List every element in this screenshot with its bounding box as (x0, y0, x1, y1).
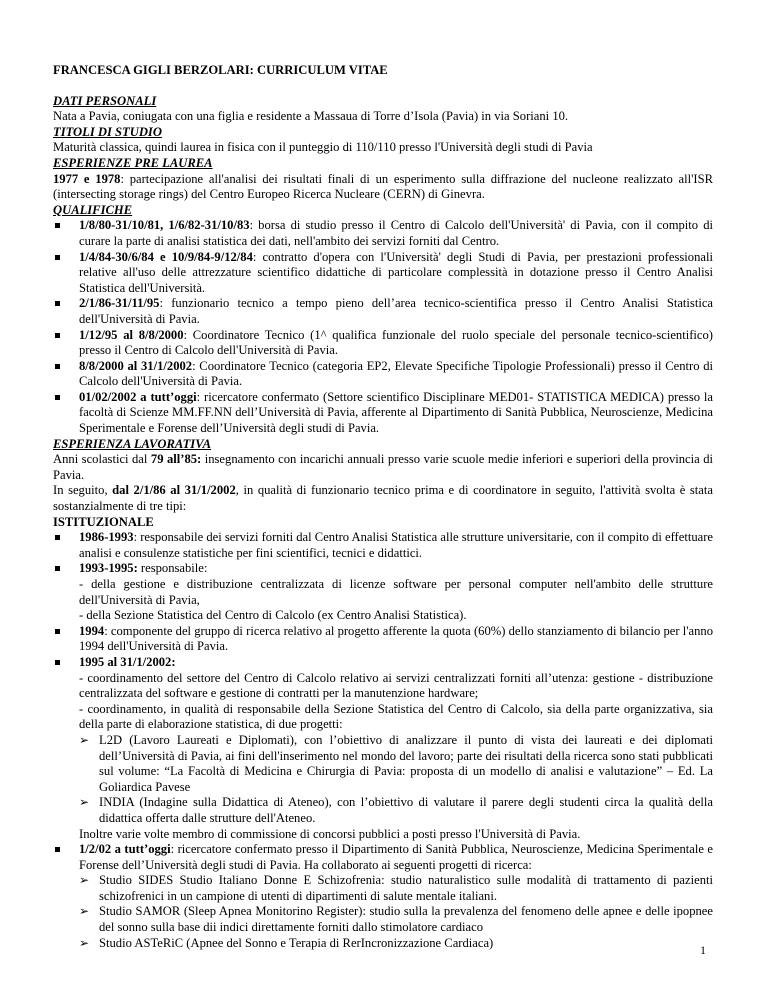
item-date: 8/8/2000 al 31/1/2002 (79, 358, 193, 373)
istituzionale-list (53, 530, 713, 951)
list-item (53, 296, 713, 327)
list-item (53, 530, 713, 561)
heading-dati-personali: DATI PERSONALI (53, 93, 157, 108)
dati-personali-text: Nata a Pavia, coniugata con una figlia e residente a Massaua di Torre d’Isola (Pavia) in via Soriani 10. (53, 109, 569, 124)
item-date: 1/2/02 a tutt’oggi (79, 842, 171, 857)
list-item (53, 561, 713, 623)
project-list (79, 733, 713, 827)
pre-laurea-paragraph (53, 172, 713, 203)
item-date: 1995 al 31/1/2002: (79, 654, 176, 669)
pre-laurea-date: 1977 e 1978 (53, 171, 121, 186)
esperienza-paragraph-1 (53, 452, 713, 483)
item-line: Inoltre varie volte membro di commissione di concorsi pubblici a posti presso l'Università di Pavia. (79, 826, 581, 841)
pre-laurea-text: : partecipazione all'analisi dei risultati finali di un esperimento sulla diffrazione del nucleone realizzato all'ISR (intersecting storage rings) del Centro Europeo Ricerca Nucleare (CERN) di Ginevra. (53, 171, 713, 202)
item-text: : contratto d'opera con l'Università' degli Studi di Pavia, per prestazioni professionali relative all'uso delle attrezzature scientifico didattiche di particolare complessità in dotazione presso il Centro Analisi Statistica dell'Università. (79, 249, 713, 295)
sub-list-item: ➢ INDIA (Indagine sulla Didattica di Ateneo), con l’obiettivo di valutare il parere degli studenti circa la qualità della didattica offerta dalle strutture dell'Ateneo. (79, 795, 713, 826)
item-date: 1986-1993 (79, 530, 134, 545)
item-line: - coordinamento del settore del Centro di Calcolo relativo ai servizi centralizzati forniti all’utenza: gestione - distribuzione centralizzata del software e gestione di contratti per la manutenzione hardware; (79, 670, 713, 701)
heading-qualifiche: QUALIFICHE (53, 202, 133, 217)
item-date: 01/02/2002 a tutt’oggi (79, 389, 197, 404)
heading-esperienze-pre-laurea: ESPERIENZE PRE LAUREA (53, 155, 213, 170)
heading-istituzionale: ISTITUZIONALE (53, 514, 154, 529)
list-item (53, 250, 713, 297)
sub-list-item: ➢ L2D (Lavoro Laureati e Diplomati), con l’obiettivo di analizzare il punto di vista dei laureati e dei diplomati dell’Università di Pavia, ai fini dell'inserimento nel mondo del lavoro; parte dei risultati della ricerca sono stati pubblicati sul volume: “La Facoltà di Medicina e Chirurgia di Pavia: proposta di un modello di analisi e valutazione” – Ed. La Goliardica Pavese (79, 733, 713, 795)
sub-list-item: ➢ Studio ASTeRiC (Apnee del Sonno e Terapia di RerIncronizzazione Cardiaca) (79, 936, 713, 952)
list-item (53, 328, 713, 359)
item-date: 1/4/84-30/6/84 e 10/9/84-9/12/84 (79, 249, 253, 264)
item-date: 1/8/80-31/10/81, 1/6/82-31/10/83 (79, 218, 250, 233)
sub-list-item: ➢ Studio SAMOR (Sleep Apnea Monitorino Register): studio sulla la prevalenza del fenomeno delle apnee e delle ipopnee del sonno sulla base dii indici direttamente forniti dallo stimolatore cardiaco (79, 904, 713, 935)
heading-titoli-di-studio: TITOLI DI STUDIO (53, 124, 162, 139)
qualifiche-list (53, 218, 713, 436)
list-item (53, 655, 713, 842)
item-text: : Coordinatore Tecnico (categoria EP2, Elevate Specifiche Tipologie Professionali) presso il Centro di Calcolo dell'Università di Pavia. (79, 358, 713, 389)
text-run-bold: dal 2/1/86 al 31/1/2002 (112, 483, 236, 498)
item-text: : funzionario tecnico a tempo pieno dell’area tecnico-scientifica presso il Centro Analisi Statistica dell'Università di Pavia. (79, 296, 713, 326)
item-date: 2/1/86-31/11/95 (79, 296, 160, 311)
cv-page (53, 63, 713, 951)
heading-esperienza-lavorativa: ESPERIENZA LAVORATIVA (53, 436, 212, 451)
item-line: - della Sezione Statistica del Centro di Calcolo (ex Centro Analisi Statistica). (79, 608, 467, 623)
item-date: 1/12/95 al 8/8/2000 (79, 327, 184, 342)
item-line: - della gestione e distribuzione centralizzata di licenze software per personal computer nell'ambito delle strutture dell'Università di Pavia, (79, 577, 713, 607)
item-text: responsabile: (137, 561, 208, 576)
titoli-text: Maturità classica, quindi laurea in fisica con il punteggio di 110/110 presso l'Università degli studi di Pavia (53, 140, 593, 155)
list-item (53, 359, 713, 390)
item-text: : ricercatore confermato (Settore scientifico Disciplinare MED01- STATISTICA MEDICA) presso la facoltà di Scienze MM.FF.NN dell’Università di Pavia, afferente al Dipartimento di Sanità Pubblica, Neuroscienze, Medicina Sperimentale e Forense dell’Università degli studi di Pavia. (79, 389, 714, 436)
item-text: : ricercatore confermato presso il Dipartimento di Sanità Pubblica, Neuroscienze, Medicina Sperimentale e Forense dell’Università degli studi di Pavia. Ha collaborato ai seguenti progetti di ricerca: (79, 842, 713, 872)
text-run: Anni scolastici dal (53, 452, 151, 467)
research-project-list (79, 873, 713, 951)
item-text: : responsabile dei servizi forniti dal Centro Analisi Statistica alle strutture universitarie, con il compito di effettuare analisi e consulenze statistiche per fini scientifici, tecnici e didattici. (79, 530, 713, 560)
item-date: 1993-1995: (79, 561, 138, 576)
list-item (53, 624, 713, 655)
list-item (53, 842, 713, 951)
list-item (53, 218, 713, 249)
page-number: 1 (700, 943, 706, 957)
item-text: : borsa di studio presso il Centro di Calcolo dell'Università' di Pavia, con il compito di curare la parte di analisi statistica dei dati, nell'ambito dei servizi forniti dal Centro. (79, 218, 713, 248)
text-run: insegnamento con incarichi annuali presso varie scuole medie inferiori e superiori della provincia di Pavia. (53, 452, 713, 482)
text-run: In seguito, (53, 483, 113, 498)
list-item (53, 390, 713, 437)
sub-list-item: ➢ Studio SIDES Studio Italiano Donne E Schizofrenia: studio naturalistico sulle modalità di trattamento di pazienti schizofrenici in un campione di utenti di dipartimenti di salute mentale italiani. (79, 873, 713, 904)
document-title: FRANCESCA GIGLI BERZOLARI: CURRICULUM VITAE (53, 63, 388, 77)
text-run-bold: 79 all’85: (150, 452, 202, 467)
item-line: - coordinamento, in qualità di responsabile della Sezione Statistica del Centro di Calcolo, sia della parte organizzativa, sia della parte di elaborazione statistica, di due progetti: (79, 701, 713, 732)
item-date: 1994 (79, 623, 105, 638)
esperienza-paragraph-2 (53, 483, 713, 514)
item-text: : Coordinatore Tecnico (1^ qualifica funzionale del ruolo speciale del personale tecnico-scientifico) presso il Centro di Calcolo dell'Università di Pavia. (79, 327, 713, 358)
text-run: , in qualità di funzionario tecnico prima e di coordinatore in seguito, l'attività svolta è stata sostanzialmente di tre tipi: (53, 483, 713, 514)
item-text: : componente del gruppo di ricerca relativo al progetto afferente la quota (60%) dello stanziamento di bilancio per l'anno 1994 dell'Università di Pavia. (79, 623, 713, 654)
